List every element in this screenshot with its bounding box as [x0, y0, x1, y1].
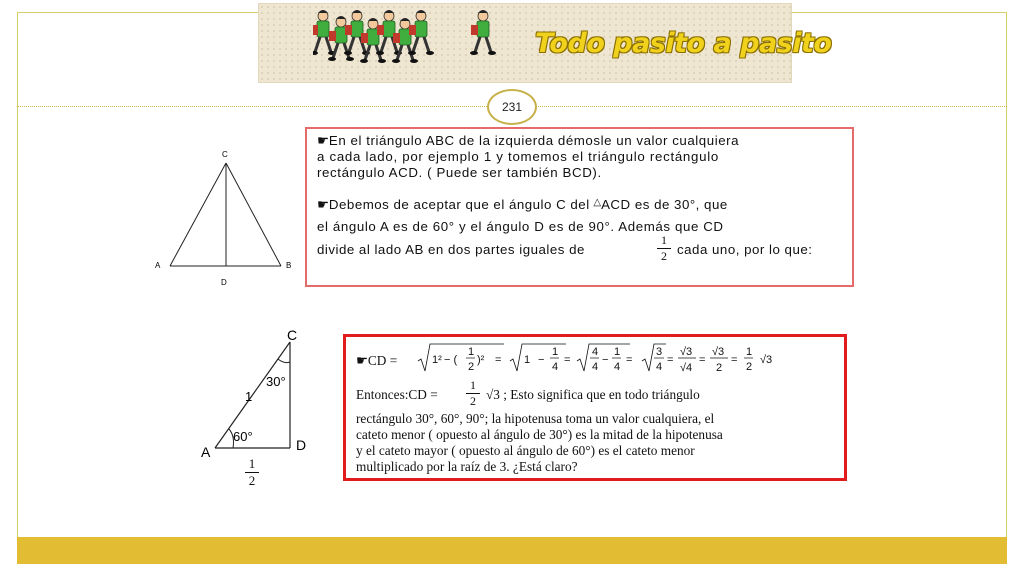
para2-line3-end: cada uno, por lo que:	[677, 242, 813, 257]
half-num: 1	[468, 346, 475, 358]
r3-num: √3	[712, 346, 725, 358]
vertex-label-b: B	[286, 261, 292, 270]
fraction-numerator: 1	[466, 378, 480, 394]
page-number: 231	[501, 100, 523, 114]
pointing-hand-icon: ☛	[317, 197, 329, 212]
sqrt3-num: √3	[680, 346, 693, 358]
quarter-den: 4	[552, 361, 559, 373]
equals: =	[564, 354, 571, 366]
three-num: 3	[656, 346, 663, 358]
para2-line1-b: ACD es de 30°, que	[601, 197, 728, 212]
para2-line3: divide al lado AB en dos partes iguales de	[317, 242, 585, 257]
box2-line6: multiplicado por la raíz de 3. ¿Está claro?	[356, 459, 578, 474]
walking-students-illustration	[313, 8, 503, 74]
three-den: 4	[656, 361, 663, 373]
entonces-rest: √3 ; Esto significa que en todo triángulo	[486, 387, 700, 402]
r3-den: 2	[716, 362, 723, 374]
vertex-label-c: C	[287, 328, 298, 343]
vertex-label-d: D	[221, 278, 227, 287]
angle-label-60: 60°	[233, 429, 253, 444]
fraction-half	[657, 233, 671, 264]
cd-equation	[416, 341, 816, 377]
pointing-hand-icon: ☛	[356, 353, 368, 368]
box2-line3: rectángulo 30°, 60°, 90°; la hipotenusa toma un valor cualquiera, el	[356, 411, 715, 426]
box2-line4: cateto menor ( opuesto al ángulo de 30°) es la mitad de la hipotenusa	[356, 427, 723, 442]
one-squared: 1²	[432, 354, 442, 366]
entonces-label: Entonces:CD =	[356, 387, 438, 402]
entonces-fraction	[466, 378, 480, 409]
explanation-box-1	[305, 127, 854, 287]
triangle-acd-diagram	[195, 328, 325, 498]
minus: −	[538, 354, 545, 366]
equals: =	[699, 354, 706, 366]
para1-line3: rectángulo ACD. ( Puede ser también BCD).	[317, 165, 602, 180]
half-den: 2	[468, 361, 475, 373]
triangle-symbol-icon: △	[593, 197, 602, 208]
close-squared: )²	[477, 354, 485, 366]
minus-open: − (	[444, 354, 458, 366]
fraction-numerator: 1	[657, 233, 671, 249]
equals: =	[495, 354, 502, 366]
four-num: 4	[592, 346, 599, 358]
vertex-label-a: A	[155, 261, 161, 270]
explanation-box-2	[343, 334, 847, 481]
equals: =	[626, 354, 633, 366]
last-num: 1	[746, 346, 753, 358]
fraction-denominator: 2	[661, 249, 667, 263]
paragraph-1	[317, 133, 847, 181]
hypotenuse-label: 1	[245, 389, 253, 404]
equals: =	[731, 354, 738, 366]
box2-line5: y el cateto mayor ( opuesto al ángulo de 60°) es el cateto menor	[356, 443, 695, 458]
base-fraction-half	[245, 456, 259, 489]
para1-line1: En el triángulo ABC de la izquierda démosle un valor cualquiera	[328, 133, 740, 148]
quarter-num: 1	[552, 346, 559, 358]
pointing-hand-icon: ☛	[317, 133, 329, 148]
cd-label: CD =	[367, 353, 398, 368]
vertex-label-d: D	[296, 437, 307, 453]
quarter-den: 4	[614, 361, 621, 373]
quarter-num: 1	[614, 346, 621, 358]
sqrt3: √3	[760, 354, 773, 366]
fraction-denominator: 2	[248, 473, 256, 488]
page-number-badge	[487, 89, 537, 125]
four-den: 4	[592, 361, 599, 373]
equals: =	[667, 354, 674, 366]
para2-line2: el ángulo A es de 60° y el ángulo D es de 90°. Además que CD	[317, 219, 724, 234]
fraction-denominator: 2	[470, 394, 476, 408]
para2-line1-a: Debemos de aceptar que el ángulo C del	[328, 197, 590, 212]
angle-label-30: 30°	[266, 374, 286, 389]
minus: −	[602, 354, 609, 366]
paragraph-2	[317, 195, 847, 213]
one: 1	[524, 354, 531, 366]
sqrt4-den: √4	[680, 362, 693, 374]
para1-line2: a cada lado, por ejemplo 1 y tomemos el triángulo rectángulo	[317, 149, 719, 164]
vertex-label-c: C	[222, 150, 228, 159]
footer-bar	[17, 537, 1007, 564]
triangle-abc-diagram	[150, 145, 300, 295]
cd-equation-label	[356, 353, 397, 369]
last-den: 2	[746, 361, 753, 373]
vertex-label-a: A	[201, 444, 211, 460]
fraction-numerator: 1	[245, 456, 259, 473]
header-title: Todo pasito a pasito	[535, 28, 832, 59]
